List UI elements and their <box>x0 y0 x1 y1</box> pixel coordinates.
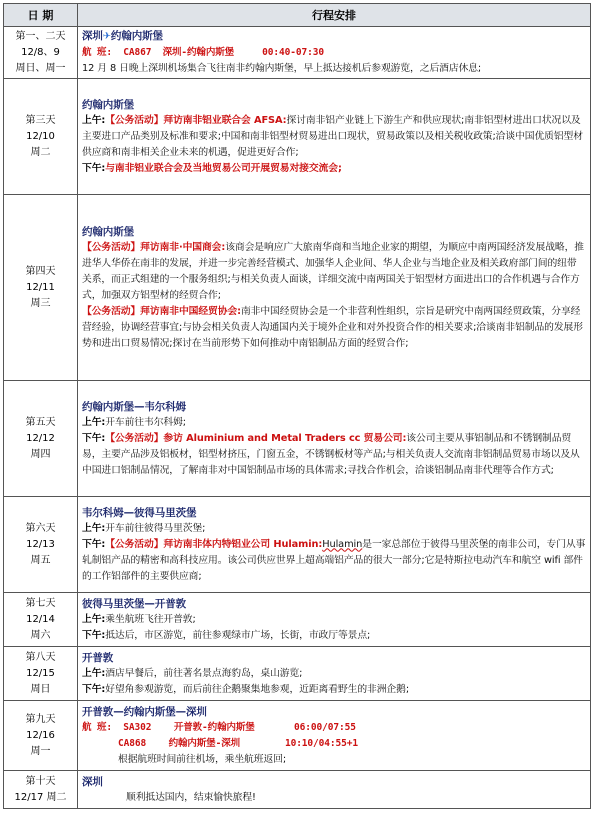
day-label: 第五天 <box>25 416 56 428</box>
day-label: 第一、二天 <box>15 30 66 42</box>
activity-text: 探讨南非铝产业链上下游生产和供应现状;南非铝型材进出口状况以及主要进口产品类别及标准和要求;中国和南非铝型材贸易进出口现状，贸易政策以及相关税收政策;洽谈中国优质铝型材供应商和南非相关企业未来的机遇，促进更好合作; <box>82 114 583 158</box>
afternoon-label: 下午: <box>82 629 106 641</box>
activity-title: 【公务活动】拜访南非中国经贸协会: <box>82 305 241 317</box>
day-text: 顺利抵达国内，结束愉快旅程! <box>126 791 256 803</box>
day-weekday: 周一 <box>30 745 51 757</box>
activity-title: 【公务活动】参访 Aluminium and Metal Traders cc 贸易公司: <box>105 432 407 444</box>
activity-text: 开车前往韦尔科姆; <box>105 416 186 428</box>
day-cell <box>4 27 78 79</box>
activity-text: 南非中国经贸协会是一个非营利性组织，宗旨是研究中南两国经贸政策，分享经营经验，协调经营事宜;与协会相关负责人沟通国内关于境外企业和对外投资合作的相关要求;洽谈南非铝制品的发展形势和进出口贸易情况;探讨在当前形势下如何推动中南铝制品方面的经贸合作; <box>82 305 583 349</box>
day-weekday: 周三 <box>30 297 51 309</box>
plan-cell <box>78 497 591 593</box>
plan-cell <box>78 593 591 647</box>
day-weekday: 周二 <box>30 146 51 158</box>
day-weekday: 周四 <box>30 448 51 460</box>
plan-cell <box>78 79 591 195</box>
table-row <box>4 27 591 79</box>
plan-cell <box>78 771 591 809</box>
day-cell <box>4 647 78 701</box>
day-date: 12/10 <box>26 130 55 142</box>
plane-arrow-icon: ✈ <box>102 31 111 42</box>
plan-cell <box>78 701 591 771</box>
day-label: 第三天 <box>25 114 56 126</box>
day-label: 第六天 <box>25 522 56 534</box>
activity-title: 【公务活动】拜访南非体内特铝业公司 Hulamin: <box>105 538 323 550</box>
day-date: 12/13 <box>26 538 55 550</box>
activity-text: 该公司主要从事铝制品和不锈钢制品贸易，主要产品涉及铝板材，铝型材挤压，门窗五金，不锈钢板材等产品;与相关负责人交流南非铝制品贸易市场以及从中国进口铝制品情况，了解南非对中国铝制品市场的具体需求;寻找合作机会，洽谈铝制品南非代理等合作方式; <box>82 432 580 476</box>
day-label: 第九天 <box>25 713 56 725</box>
day-title: 韦尔科姆—彼得马里茨堡 <box>82 506 197 519</box>
day-cell <box>4 593 78 647</box>
table-row <box>4 701 591 771</box>
activity-text: 酒店早餐后，前往著名景点海豹岛，桌山游览; <box>105 667 303 679</box>
morning-label: 上午: <box>82 114 106 126</box>
day-cell <box>4 79 78 195</box>
table-row <box>4 771 591 809</box>
day-text: 12 月 8 日晚上深圳机场集合飞往南非约翰内斯堡，早上抵达接机后参观游览，之后酒店休息; <box>82 63 482 74</box>
activity-title: 【公务活动】拜访南非·中国商会: <box>82 241 226 253</box>
day-date: 12/12 <box>26 432 55 444</box>
company-name: Hulamin <box>322 538 363 550</box>
activity-title: 与南非铝业联合会及当地贸易公司开展贸易对接交流会; <box>105 162 342 174</box>
day-title: 约翰内斯堡—韦尔科姆 <box>82 400 186 413</box>
activity-text: 抵达后，市区游览，前往参观绿市广场，长街，市政厅等景点; <box>105 629 371 641</box>
day-date: 12/17 周二 <box>14 791 67 803</box>
day-cell <box>4 771 78 809</box>
day-date: 12/8、9 <box>21 46 60 58</box>
morning-label: 上午: <box>82 613 106 625</box>
route-from: 深圳 <box>82 30 103 42</box>
itinerary-table <box>3 3 591 809</box>
day-weekday: 周六 <box>30 629 51 641</box>
day-title: 彼得马里茨堡—开普敦 <box>82 597 186 610</box>
activity-text: 开车前往彼得马里茨堡; <box>105 522 206 534</box>
day-date: 12/14 <box>26 613 55 625</box>
column-header-date: 日 期 <box>4 4 78 27</box>
flight-info: 航 班: SA302 开普敦-约翰内斯堡 06:00/07:55 <box>82 721 356 733</box>
day-label: 第八天 <box>25 651 56 663</box>
afternoon-label: 下午: <box>82 538 106 550</box>
activity-text: 乘坐航班飞往开普敦; <box>105 613 196 625</box>
plan-cell <box>78 381 591 497</box>
afternoon-label: 下午: <box>82 432 106 444</box>
day-cell <box>4 195 78 381</box>
day-cell <box>4 701 78 771</box>
day-weekday: 周五 <box>30 554 51 566</box>
activity-text: 是一家总部位于彼得马里茨堡的南非公司，专门从事轧制铝产品的精密和高科技应用。该公司供应世界上超高端铝产品的很大一部分;它是特斯拉电动汽车和航空 wifi 部件的工作铝部件的主要供应商; <box>82 538 586 582</box>
activity-text: 该商会是响应广大旅南华商和当地企业家的期望，为顺应中南两国经济发展战略，推进华人华侨在南非的发展，并进一步完善经营模式、加强华人企业间、华人企业与当地企业及相关政府部门间的纽带关系，而正式组建的一个服务组织;与相关负责人面谈，详细交流中南两国关于铝型材方面进出口的合作机遇与合作方式，加强双方铝型材的经贸合作; <box>82 241 584 301</box>
morning-label: 上午: <box>82 416 106 428</box>
activity-title: 【公务活动】拜访南非铝业联合会 AFSA: <box>105 114 287 126</box>
plan-cell <box>78 27 591 79</box>
day-cell <box>4 381 78 497</box>
afternoon-label: 下午: <box>82 683 106 695</box>
day-label: 第七天 <box>25 597 56 609</box>
column-header-plan: 行程安排 <box>78 4 591 27</box>
activity-text: 好望角参观游览，而后前往企鹅聚集地参观，近距离看野生的非洲企鹅; <box>105 683 410 695</box>
plan-cell <box>78 195 591 381</box>
flight-info: 航 班: CA867 深圳-约翰内斯堡 00:40-07:30 <box>82 47 324 58</box>
day-text: 根据航班时间前往机场，乘坐航班返回; <box>118 753 287 765</box>
day-date: 12/15 <box>26 667 55 679</box>
day-weekday: 周日、周一 <box>15 62 66 74</box>
route-to: 约翰内斯堡 <box>110 30 163 42</box>
day-title: 约翰内斯堡 <box>82 225 134 238</box>
afternoon-label: 下午: <box>82 162 106 174</box>
day-title: 约翰内斯堡 <box>82 98 134 111</box>
day-label: 第四天 <box>25 265 56 277</box>
table-row <box>4 381 591 497</box>
day-title: 深圳 <box>82 775 103 788</box>
day-weekday: 周日 <box>30 683 51 695</box>
morning-label: 上午: <box>82 667 106 679</box>
morning-label: 上午: <box>82 522 106 534</box>
day-title: 开普敦—约翰内斯堡—深圳 <box>82 705 207 718</box>
day-title: 开普敦 <box>82 651 114 664</box>
day-date: 12/16 <box>26 729 55 741</box>
table-row <box>4 195 591 381</box>
day-cell <box>4 497 78 593</box>
flight-info: CA868 约翰内斯堡-深圳 10:10/04:55+1 <box>118 737 359 749</box>
day-date: 12/11 <box>26 281 55 293</box>
table-row <box>4 497 591 593</box>
plan-cell <box>78 647 591 701</box>
table-row <box>4 593 591 647</box>
day-label: 第十天 <box>25 775 56 787</box>
table-header-row <box>4 4 591 27</box>
table-row <box>4 79 591 195</box>
table-row <box>4 647 591 701</box>
